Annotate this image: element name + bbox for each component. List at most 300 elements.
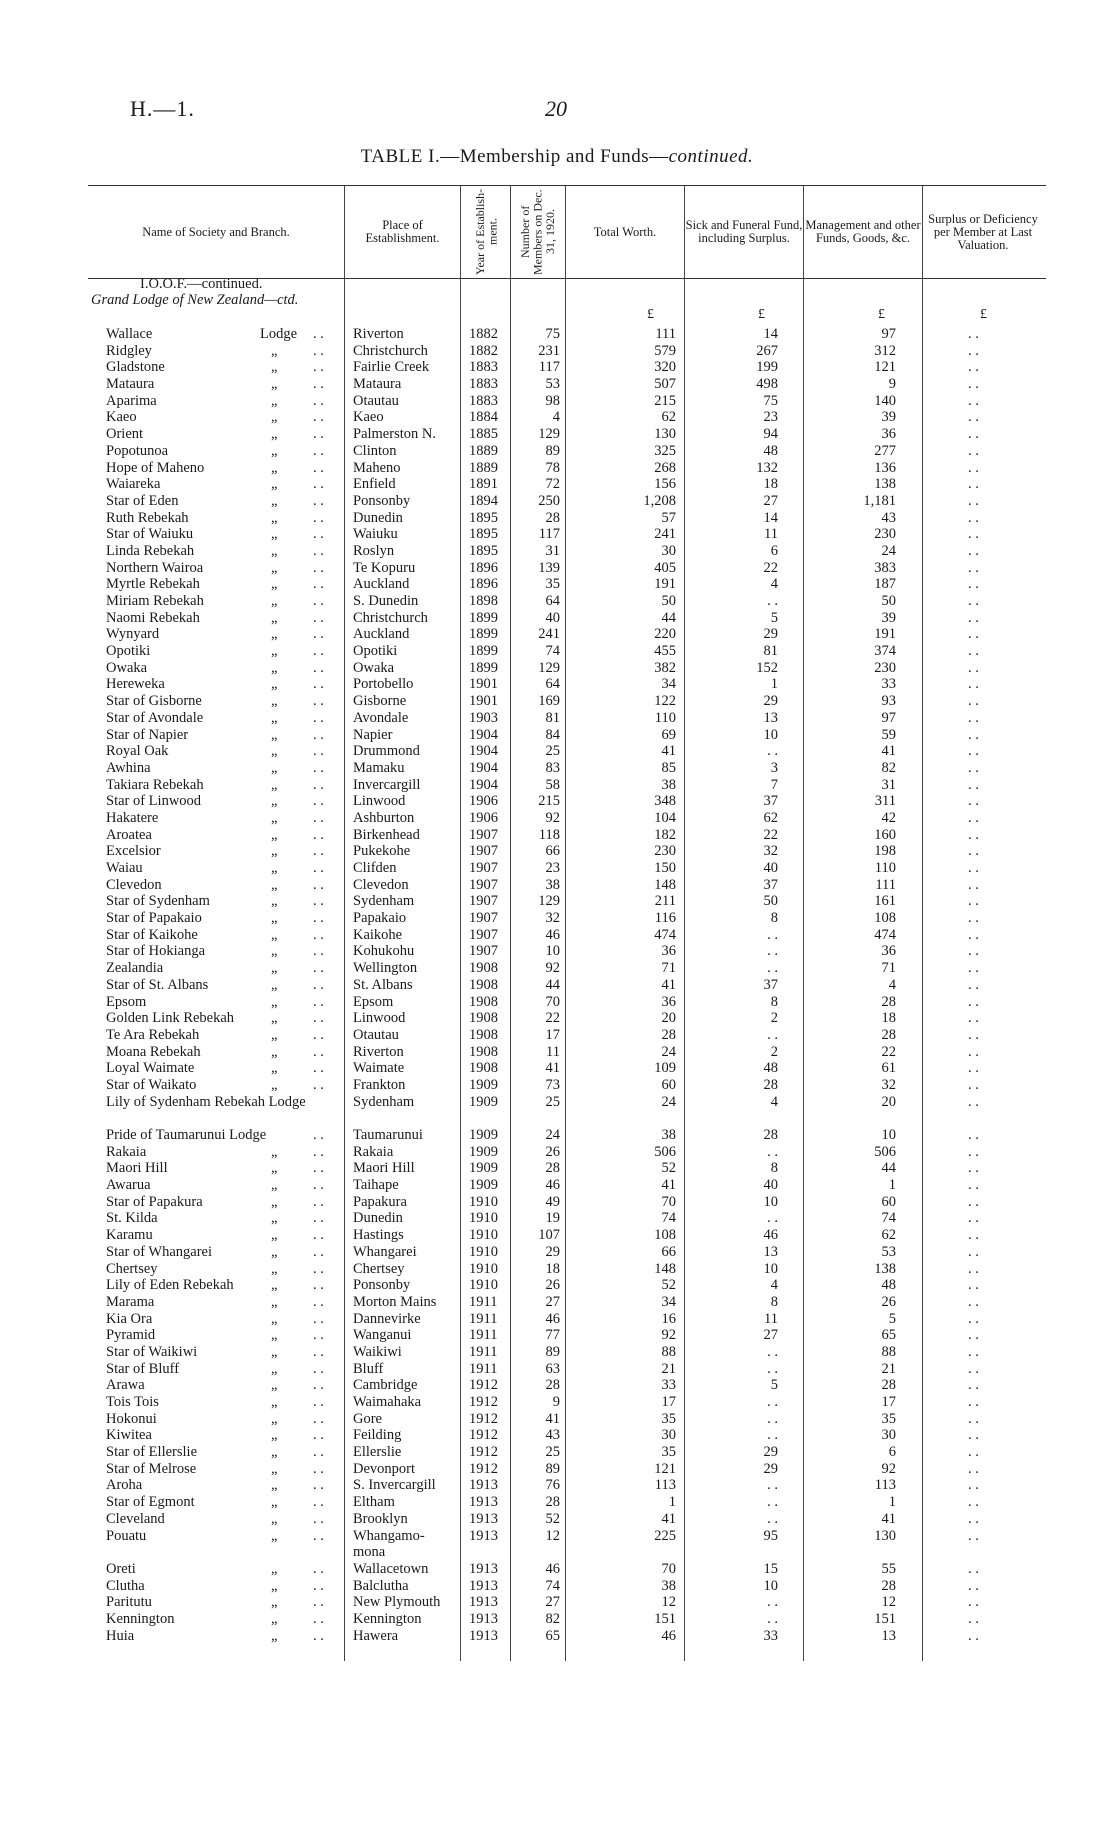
table-row	[0, 1244, 1114, 1261]
surplus-per-member: . .	[968, 1610, 979, 1627]
table-body	[0, 326, 1114, 1644]
branch-name: Kennington	[106, 1610, 175, 1627]
branch-name: Star of Whangarei	[106, 1243, 213, 1260]
total-worth: 405	[654, 559, 676, 576]
sick-funeral-fund: 95	[763, 1527, 778, 1544]
total-worth: 111	[655, 326, 676, 342]
management-funds: 43	[881, 509, 896, 526]
leader-dots: . .	[313, 409, 324, 426]
management-funds: 474	[874, 926, 896, 943]
sick-funeral-fund: . .	[767, 1143, 778, 1160]
branch-name: Marama	[106, 1293, 155, 1310]
management-funds: 230	[874, 659, 896, 676]
sick-funeral-fund: 3	[770, 759, 778, 776]
members-count: 84	[545, 726, 560, 743]
ditto-mark: „	[271, 726, 278, 743]
branch-name: Epsom	[106, 993, 147, 1010]
management-funds: 26	[881, 1293, 896, 1310]
leader-dots: . .	[313, 1026, 324, 1043]
branch-name: Te Ara Rebekah	[106, 1026, 200, 1043]
year-established: 1908	[469, 1043, 498, 1060]
members-count: 28	[545, 509, 560, 526]
ditto-mark: „	[271, 976, 278, 993]
surplus-per-member: . .	[968, 476, 979, 493]
place-name: Linwood	[353, 793, 406, 810]
total-worth: 16	[661, 1310, 676, 1327]
leader-dots: . .	[313, 693, 324, 710]
total-worth: 41	[661, 743, 676, 760]
place-name: Dunedin	[353, 1210, 403, 1227]
year-established: 1885	[469, 426, 498, 443]
branch-name: Huia	[106, 1627, 135, 1644]
year-established: 1910	[469, 1193, 498, 1210]
total-worth: 148	[654, 1260, 676, 1277]
surplus-per-member: . .	[968, 1444, 979, 1461]
table-row	[0, 1494, 1114, 1511]
sick-funeral-fund: . .	[767, 1594, 778, 1611]
table-row	[0, 1010, 1114, 1027]
members-count: 43	[545, 1427, 560, 1444]
table-row	[0, 1361, 1114, 1378]
year-established: 1899	[469, 609, 498, 626]
ditto-mark: „	[271, 492, 278, 509]
place-name: Mamaku	[353, 759, 405, 776]
management-funds: 41	[881, 743, 896, 760]
branch-name: Wynyard	[106, 626, 160, 643]
place-name: Whangamo- mona	[353, 1527, 425, 1561]
ditto-mark: „	[271, 709, 278, 726]
year-established: 1907	[469, 843, 498, 860]
sick-funeral-fund: . .	[767, 1343, 778, 1360]
surplus-per-member: . .	[968, 626, 979, 643]
year-established: 1882	[469, 326, 498, 342]
total-worth: 41	[661, 976, 676, 993]
members-count: 46	[545, 1560, 560, 1577]
members-count: 46	[545, 926, 560, 943]
branch-name: Hokonui	[106, 1410, 157, 1427]
ditto-mark: „	[271, 609, 278, 626]
members-count: 215	[538, 793, 560, 810]
leader-dots: . .	[313, 1193, 324, 1210]
surplus-per-member: . .	[968, 1510, 979, 1527]
total-worth: 34	[661, 676, 676, 693]
sick-funeral-fund: 267	[756, 342, 778, 359]
leader-dots: . .	[313, 1277, 324, 1294]
ditto-mark: „	[271, 426, 278, 443]
ditto-mark: „	[271, 1327, 278, 1344]
place-name: Auckland	[353, 576, 410, 593]
total-worth: 34	[661, 1293, 676, 1310]
ditto-mark: „	[271, 1210, 278, 1227]
table-row	[0, 1127, 1114, 1144]
table-row	[0, 977, 1114, 994]
total-worth: 66	[661, 1243, 676, 1260]
sick-funeral-fund: . .	[767, 743, 778, 760]
leader-dots: . .	[313, 793, 324, 810]
management-funds: 311	[874, 793, 896, 810]
year-established: 1911	[469, 1293, 498, 1310]
surplus-per-member: . .	[968, 1227, 979, 1244]
branch-name: Awhina	[106, 759, 151, 776]
members-count: 64	[545, 676, 560, 693]
year-established: 1913	[469, 1510, 498, 1527]
members-count: 92	[545, 960, 560, 977]
surplus-per-member: . .	[968, 876, 979, 893]
members-count: 74	[545, 643, 560, 660]
leader-dots: . .	[313, 1427, 324, 1444]
management-funds: 151	[874, 1610, 896, 1627]
members-count: 31	[545, 542, 560, 559]
members-count: 25	[545, 1444, 560, 1461]
table-row	[0, 1060, 1114, 1077]
table-row	[0, 1611, 1114, 1628]
total-worth: 20	[661, 1010, 676, 1027]
sick-funeral-fund: 7	[770, 776, 778, 793]
management-funds: 506	[874, 1143, 896, 1160]
management-funds: 71	[881, 960, 896, 977]
sick-funeral-fund: 11	[764, 1310, 778, 1327]
management-funds: 4	[888, 976, 896, 993]
sick-funeral-fund: 62	[763, 809, 778, 826]
branch-name: Star of Kaikohe	[106, 926, 198, 943]
sick-funeral-fund: 81	[763, 643, 778, 660]
leader-dots: . .	[313, 1477, 324, 1494]
year-established: 1912	[469, 1394, 498, 1411]
ditto-mark: „	[271, 1010, 278, 1027]
surplus-per-member: . .	[968, 492, 979, 509]
management-funds: 108	[874, 910, 896, 927]
ditto-mark: „	[271, 1026, 278, 1043]
sick-funeral-fund: 132	[756, 459, 778, 476]
branch-name: Pyramid	[106, 1327, 156, 1344]
ditto-mark: „	[271, 926, 278, 943]
place-name: Waimate	[353, 1060, 405, 1077]
branch-name: Star of St. Albans	[106, 976, 209, 993]
place-name: Owaka	[353, 659, 395, 676]
total-worth: 225	[654, 1527, 676, 1544]
leader-dots: . .	[313, 1494, 324, 1511]
table-row	[0, 810, 1114, 827]
place-name: Ellerslie	[353, 1444, 402, 1461]
management-funds: 161	[874, 893, 896, 910]
sick-funeral-fund: 22	[763, 826, 778, 843]
members-count: 98	[545, 392, 560, 409]
place-name: Taumarunui	[353, 1127, 423, 1144]
year-established: 1882	[469, 342, 498, 359]
members-count: 82	[545, 1610, 560, 1627]
table-row	[0, 877, 1114, 894]
members-count: 118	[538, 826, 560, 843]
total-worth: 230	[654, 843, 676, 860]
surplus-per-member: . .	[968, 1160, 979, 1177]
leader-dots: . .	[313, 860, 324, 876]
ditto-mark: „	[271, 893, 278, 910]
leader-dots: . .	[313, 826, 324, 843]
members-count: 107	[538, 1227, 560, 1244]
leader-dots: . .	[313, 559, 324, 576]
management-funds: 110	[874, 860, 896, 876]
management-funds: 1	[888, 1494, 896, 1511]
ditto-mark: Lodge	[260, 326, 298, 342]
branch-name: Clevedon	[106, 876, 162, 893]
management-funds: 39	[881, 609, 896, 626]
ditto-mark: „	[271, 509, 278, 526]
leader-dots: . .	[313, 1076, 324, 1093]
surplus-per-member: . .	[968, 1343, 979, 1360]
management-funds: 97	[881, 709, 896, 726]
leader-dots: . .	[313, 759, 324, 776]
sick-funeral-fund: 15	[763, 1560, 778, 1577]
table-row	[0, 1394, 1114, 1411]
branch-name: Star of Melrose	[106, 1460, 197, 1477]
year-established: 1909	[469, 1160, 498, 1177]
place-name: Maheno	[353, 459, 401, 476]
ditto-mark: „	[271, 559, 278, 576]
branch-name: Pride of Taumarunui Lodge	[106, 1127, 267, 1144]
sick-funeral-fund: 50	[763, 893, 778, 910]
total-worth: 85	[661, 759, 676, 776]
ditto-mark: „	[271, 1460, 278, 1477]
leader-dots: . .	[313, 359, 324, 376]
surplus-per-member: . .	[968, 1594, 979, 1611]
year-established: 1895	[469, 526, 498, 543]
year-established: 1907	[469, 860, 498, 876]
branch-name: Maori Hill	[106, 1160, 168, 1177]
members-count: 89	[545, 1460, 560, 1477]
surplus-per-member: . .	[968, 1060, 979, 1077]
sick-funeral-fund: . .	[767, 1394, 778, 1411]
leader-dots: . .	[313, 776, 324, 793]
ditto-mark: „	[271, 743, 278, 760]
branch-name: Star of Eden	[106, 492, 179, 509]
sick-funeral-fund: 18	[763, 476, 778, 493]
place-name: Portobello	[353, 676, 414, 693]
ditto-mark: „	[271, 593, 278, 609]
leader-dots: . .	[313, 1510, 324, 1527]
year-established: 1912	[469, 1410, 498, 1427]
ditto-mark: „	[271, 876, 278, 893]
surplus-per-member: . .	[968, 910, 979, 927]
surplus-per-member: . .	[968, 1327, 979, 1344]
branch-name: Kiwitea	[106, 1427, 152, 1444]
ditto-mark: „	[271, 1177, 278, 1194]
surplus-per-member: . .	[968, 1260, 979, 1277]
place-name: Christchurch	[353, 342, 428, 359]
sick-funeral-fund: . .	[767, 1360, 778, 1377]
management-funds: 191	[874, 626, 896, 643]
branch-name: Hakatere	[106, 809, 159, 826]
place-name: Chertsey	[353, 1260, 405, 1277]
header-mgmt: Management and other Funds, Goods, &c.	[805, 218, 921, 245]
total-worth: 21	[661, 1360, 676, 1377]
members-count: 46	[545, 1310, 560, 1327]
leader-dots: . .	[313, 960, 324, 977]
leader-dots: . .	[313, 1394, 324, 1411]
table-row	[0, 777, 1114, 794]
members-count: 89	[545, 1343, 560, 1360]
surplus-per-member: . .	[968, 1143, 979, 1160]
table-row	[0, 610, 1114, 627]
place-name: Drummond	[353, 743, 420, 760]
members-count: 52	[545, 1510, 560, 1527]
members-count: 74	[545, 1577, 560, 1594]
sick-funeral-fund: 5	[770, 609, 778, 626]
ditto-mark: „	[271, 776, 278, 793]
leader-dots: . .	[313, 459, 324, 476]
year-established: 1910	[469, 1243, 498, 1260]
header-place: Place of Establishment.	[365, 218, 440, 245]
management-funds: 59	[881, 726, 896, 743]
leader-dots: . .	[313, 1444, 324, 1461]
year-established: 1912	[469, 1377, 498, 1394]
branch-name: Star of Papakaio	[106, 910, 202, 927]
year-established: 1898	[469, 593, 498, 609]
branch-name: Excelsior	[106, 843, 161, 860]
branch-name: Star of Hokianga	[106, 943, 206, 960]
ditto-mark: „	[271, 626, 278, 643]
header-surplus: Surplus or Deficiency per Member at Last Valuation.	[928, 211, 1038, 252]
table-row	[0, 827, 1114, 844]
surplus-per-member: . .	[968, 960, 979, 977]
total-worth: 382	[654, 659, 676, 676]
table-row	[0, 1044, 1114, 1061]
sick-funeral-fund: 29	[763, 1460, 778, 1477]
sick-funeral-fund: 13	[763, 709, 778, 726]
place-name: Auckland	[353, 626, 410, 643]
management-funds: 1	[888, 1177, 896, 1194]
management-funds: 28	[881, 1026, 896, 1043]
year-established: 1908	[469, 1026, 498, 1043]
table-row	[0, 1344, 1114, 1361]
table-row	[0, 409, 1114, 426]
members-count: 38	[545, 876, 560, 893]
sick-funeral-fund: 8	[770, 1160, 778, 1177]
header-members	[511, 188, 565, 276]
sick-funeral-fund: 2	[770, 1043, 778, 1060]
members-count: 18	[545, 1260, 560, 1277]
surplus-per-member: . .	[968, 893, 979, 910]
members-count: 77	[545, 1327, 560, 1344]
leader-dots: . .	[313, 442, 324, 459]
branch-name: Linda Rebekah	[106, 542, 195, 559]
sick-funeral-fund: 10	[763, 1577, 778, 1594]
branch-name: Kaeo	[106, 409, 137, 426]
ditto-mark: „	[271, 1610, 278, 1627]
surplus-per-member: . .	[968, 743, 979, 760]
surplus-per-member: . .	[968, 776, 979, 793]
surplus-per-member: . .	[968, 609, 979, 626]
year-established: 1884	[469, 409, 498, 426]
table-row	[0, 1311, 1114, 1328]
ditto-mark: „	[271, 1310, 278, 1327]
leader-dots: . .	[313, 1327, 324, 1344]
surplus-per-member: . .	[968, 1177, 979, 1194]
surplus-per-member: . .	[968, 1293, 979, 1310]
surplus-per-member: . .	[968, 1043, 979, 1060]
leader-dots: . .	[313, 1127, 324, 1144]
branch-name: Moana Rebekah	[106, 1043, 201, 1060]
management-funds: 35	[881, 1410, 896, 1427]
sick-funeral-fund: 46	[763, 1227, 778, 1244]
table-row	[0, 510, 1114, 527]
total-worth: 109	[654, 1060, 676, 1077]
table-row	[0, 1144, 1114, 1161]
ditto-mark: „	[271, 793, 278, 810]
year-established: 1913	[469, 1577, 498, 1594]
leader-dots: . .	[313, 509, 324, 526]
place-name: Te Kopuru	[353, 559, 416, 576]
management-funds: 61	[881, 1060, 896, 1077]
table-row	[0, 443, 1114, 460]
table-row	[0, 743, 1114, 760]
year-established: 1889	[469, 459, 498, 476]
year-established: 1894	[469, 492, 498, 509]
management-funds: 41	[881, 1510, 896, 1527]
total-worth: 325	[654, 442, 676, 459]
year-established: 1910	[469, 1277, 498, 1294]
place-name: Epsom	[353, 993, 394, 1010]
members-count: 139	[538, 559, 560, 576]
leader-dots: . .	[313, 1143, 324, 1160]
place-name: Papakaio	[353, 910, 407, 927]
ditto-mark: „	[271, 659, 278, 676]
management-funds: 18	[881, 1010, 896, 1027]
management-funds: 97	[881, 326, 896, 342]
leader-dots: . .	[313, 926, 324, 943]
table-row	[0, 1027, 1114, 1044]
table-row	[0, 1594, 1114, 1611]
table-row	[0, 960, 1114, 977]
members-count: 11	[546, 1043, 560, 1060]
management-funds: 82	[881, 759, 896, 776]
leader-dots: . .	[313, 1360, 324, 1377]
ditto-mark: „	[271, 1410, 278, 1427]
management-funds: 92	[881, 1460, 896, 1477]
leader-dots: . .	[313, 1577, 324, 1594]
sick-funeral-fund: 48	[763, 1060, 778, 1077]
sick-funeral-fund: . .	[767, 1610, 778, 1627]
year-established: 1913	[469, 1527, 498, 1544]
place-name: Napier	[353, 726, 393, 743]
sick-funeral-fund: 10	[763, 1260, 778, 1277]
leader-dots: . .	[313, 1410, 324, 1427]
leader-dots: . .	[313, 426, 324, 443]
year-established: 1913	[469, 1477, 498, 1494]
management-funds: 277	[874, 442, 896, 459]
surplus-per-member: . .	[968, 1026, 979, 1043]
management-funds: 28	[881, 993, 896, 1010]
surplus-per-member: . .	[968, 1427, 979, 1444]
sick-funeral-fund: 28	[763, 1127, 778, 1144]
year-established: 1904	[469, 726, 498, 743]
management-funds: 20	[881, 1093, 896, 1110]
members-count: 129	[538, 893, 560, 910]
table-row	[0, 476, 1114, 493]
year-established: 1911	[469, 1360, 498, 1377]
table-row	[0, 1094, 1114, 1127]
grand-lodge-heading: Grand Lodge of New Zealand—ctd.	[91, 292, 299, 308]
place-name: Feilding	[353, 1427, 402, 1444]
place-name: Kohukohu	[353, 943, 415, 960]
surplus-per-member: . .	[968, 426, 979, 443]
unit-mgmt: £	[878, 307, 885, 322]
branch-name: Star of Linwood	[106, 793, 202, 810]
members-count: 28	[545, 1494, 560, 1511]
ditto-mark: „	[271, 1076, 278, 1093]
unit-total: £	[647, 307, 654, 322]
sick-funeral-fund: 13	[763, 1243, 778, 1260]
branch-name: Paritutu	[106, 1594, 152, 1611]
